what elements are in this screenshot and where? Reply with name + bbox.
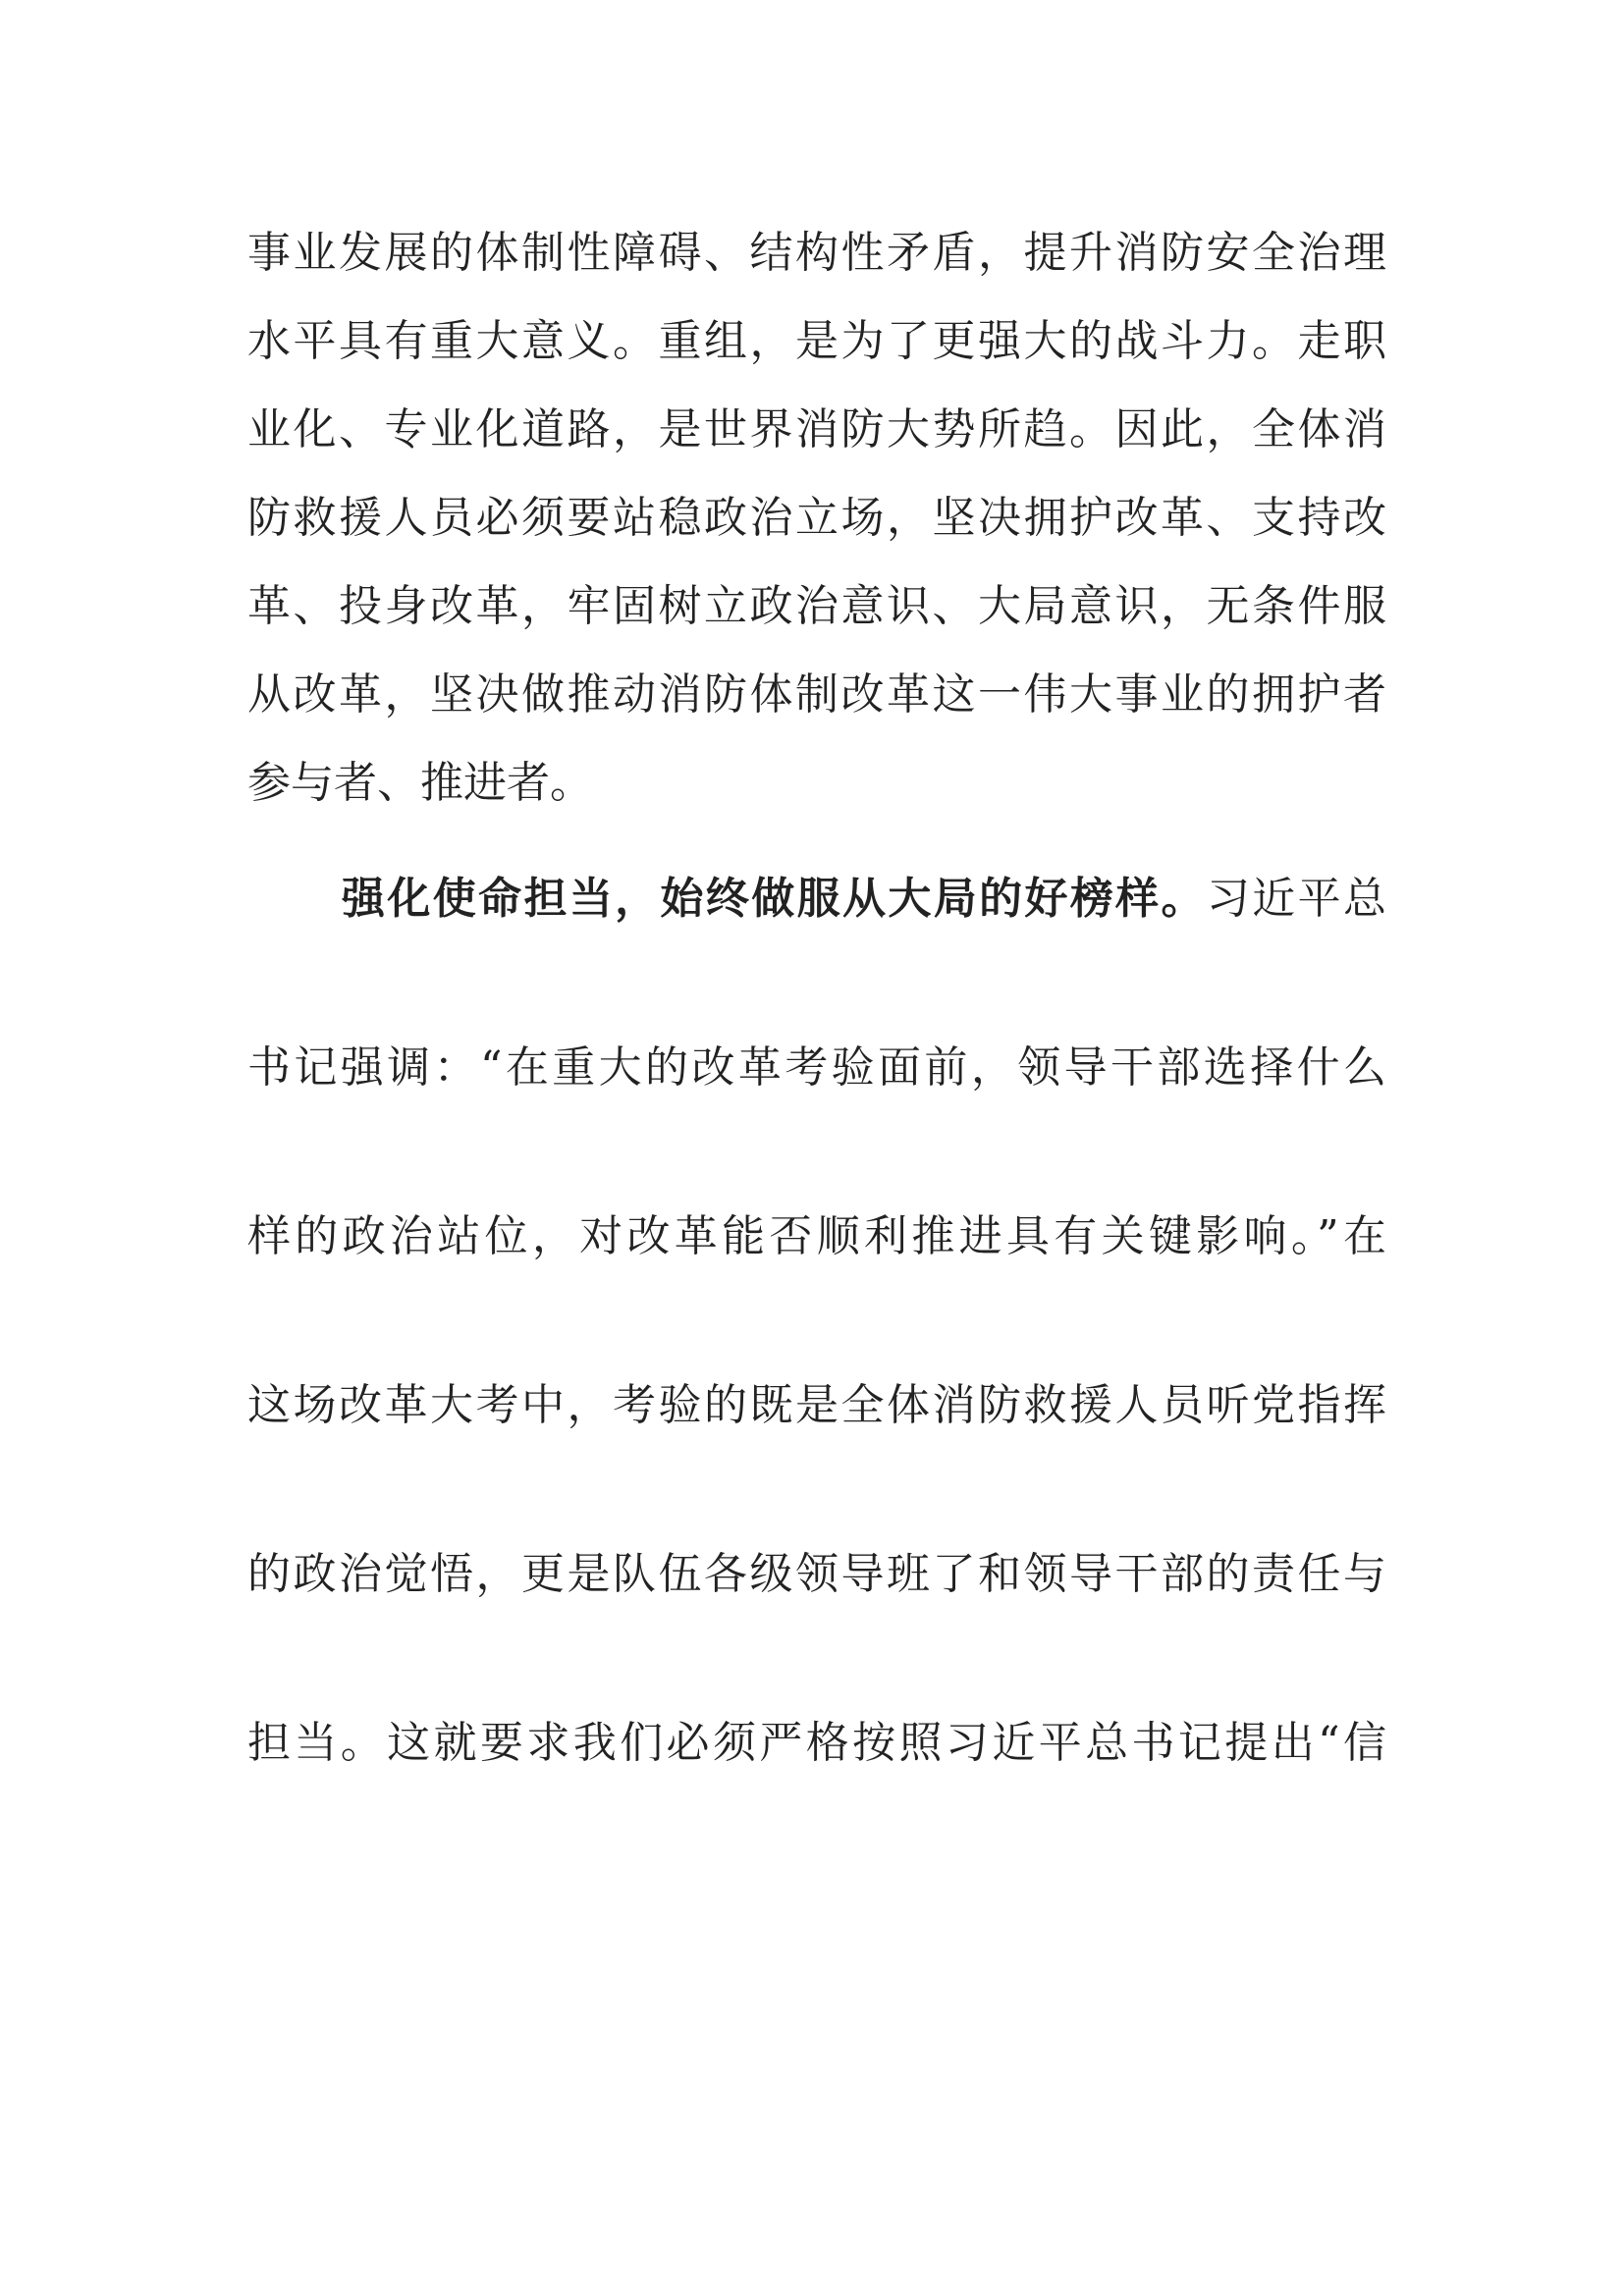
paragraph2-line-3: 样的政治站位，对改革能否顺利推进具有关键影响。”在 <box>247 1211 1386 1261</box>
paragraph2-line-2: 书记强调：“在重大的改革考验面前，领导干部选择什么 <box>247 1042 1386 1093</box>
paragraph2-heading: 强化使命担当，始终做服从大局的好榜样。 <box>342 874 1207 924</box>
paragraph1-line-6: 从改革，坚决做推动消防体制改革这一伟大事业的拥护者 <box>247 669 1386 720</box>
paragraph2-line-5: 的政治觉悟，更是队伍各级领导班了和领导干部的责任与 <box>247 1549 1386 1599</box>
paragraph2-line-4: 这场改革大考中，考验的既是全体消防救援人员听党指挥 <box>247 1380 1386 1430</box>
paragraph1-line-2: 水平具有重大意义。重组，是为了更强大的战斗力。走职 <box>247 316 1386 366</box>
paragraph1-line-7: 参与者、推进者。 <box>247 758 593 808</box>
paragraph2-first-line-rest: 习近平总 <box>1206 874 1387 924</box>
paragraph1-line-5: 革、投身改革，牢固树立政治意识、大局意识，无条件服 <box>247 581 1386 631</box>
paragraph1-line-3: 业化、专业化道路，是世界消防大势所趋。因此，全体消 <box>247 404 1386 454</box>
paragraph1-line-1: 事业发展的体制性障碍、结构性矛盾，提升消防安全治理 <box>247 228 1386 278</box>
paragraph2-line-1 <box>342 870 1386 929</box>
paragraph2-line-6: 担当。这就要求我们必须严格按照习近平总书记提出“信 <box>247 1718 1386 1768</box>
paragraph1-line-4: 防救援人员必须要站稳政治立场，坚决拥护改革、支持改 <box>247 493 1386 543</box>
